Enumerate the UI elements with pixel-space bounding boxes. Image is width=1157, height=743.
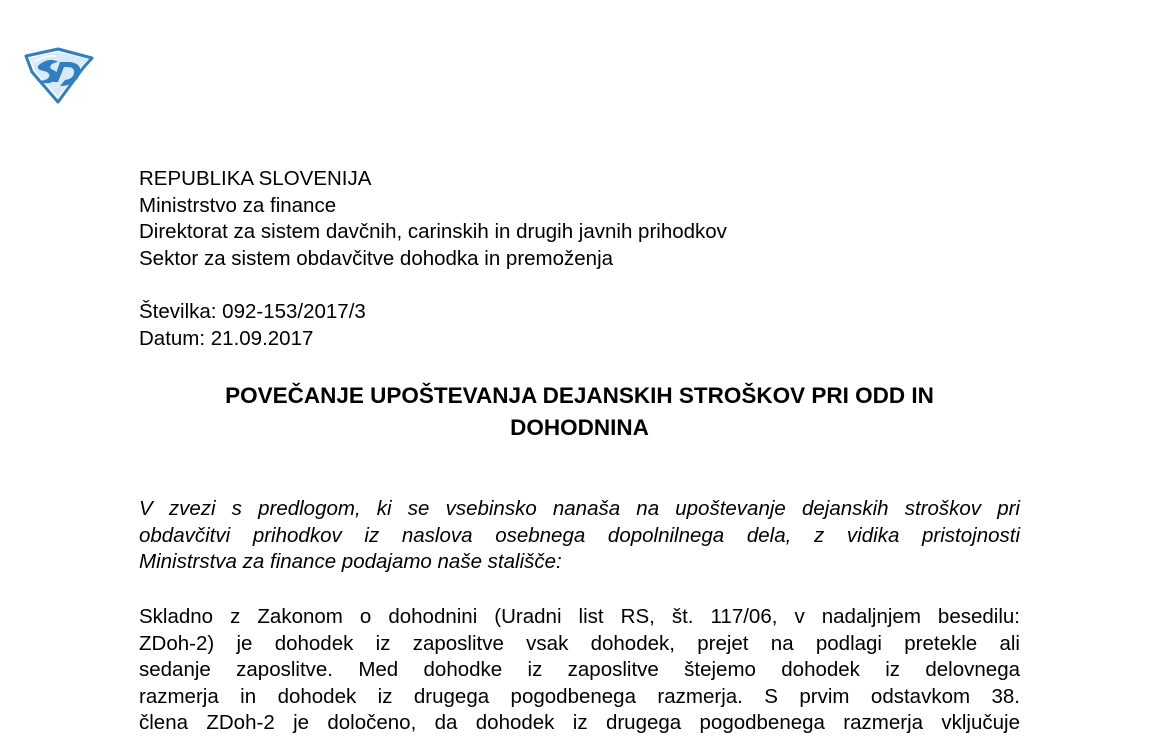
document-number: Številka: 092-153/2017/3: [139, 300, 366, 323]
sd-shield-logo: [20, 46, 96, 104]
paragraph-line: Ministrstva za finance podajamo naše stališče:: [139, 550, 562, 573]
document-title: [139, 380, 1020, 444]
paragraph-line: Skladno z Zakonom o dohodnini (Uradni list RS, št. 117/06, v nadaljnjem besedilu:: [139, 605, 1020, 628]
document-date: Datum: 21.09.2017: [139, 326, 314, 350]
paragraph-line: V zvezi s predlogom, ki se vsebinsko nanaša na upoštevanje dejanskih stroškov pri: [139, 497, 1020, 520]
paragraph-line: sedanje zaposlitve. Med dohodke iz zaposlitve štejemo dohodek iz delovnega: [139, 658, 1020, 681]
title-line: DOHODNINA: [510, 415, 649, 440]
document-meta: [139, 299, 366, 352]
header-line: REPUBLIKA SLOVENIJA: [139, 167, 372, 190]
header-line: Sektor za sistem obdavčitve dohodka in premoženja: [139, 246, 614, 270]
body-paragraph: [139, 604, 1020, 737]
header-line: Ministrstvo za finance: [139, 193, 337, 217]
paragraph-line: razmerja in dohodek iz drugega pogodbenega razmerja. S prvim odstavkom 38.: [139, 684, 1020, 708]
paragraph-line: ZDoh-2) je dohodek iz zaposlitve vsak dohodek, prejet na podlagi pretekle ali: [139, 631, 1020, 655]
paragraph-line: člena ZDoh-2 je določeno, da dohodek iz drugega pogodbenega razmerja vključuje: [139, 711, 1020, 734]
header-line: Direktorat za sistem davčnih, carinskih in drugih javnih prihodkov: [139, 220, 727, 243]
paragraph-line: obdavčitvi prihodkov iz naslova osebnega dopolnilnega dela, z vidika pristojnosti: [139, 523, 1020, 547]
intro-paragraph: [139, 496, 1020, 576]
letterhead: [139, 166, 727, 272]
title-line: POVEČANJE UPOŠTEVANJA DEJANSKIH STROŠKOV PRI ODD IN: [225, 383, 934, 408]
